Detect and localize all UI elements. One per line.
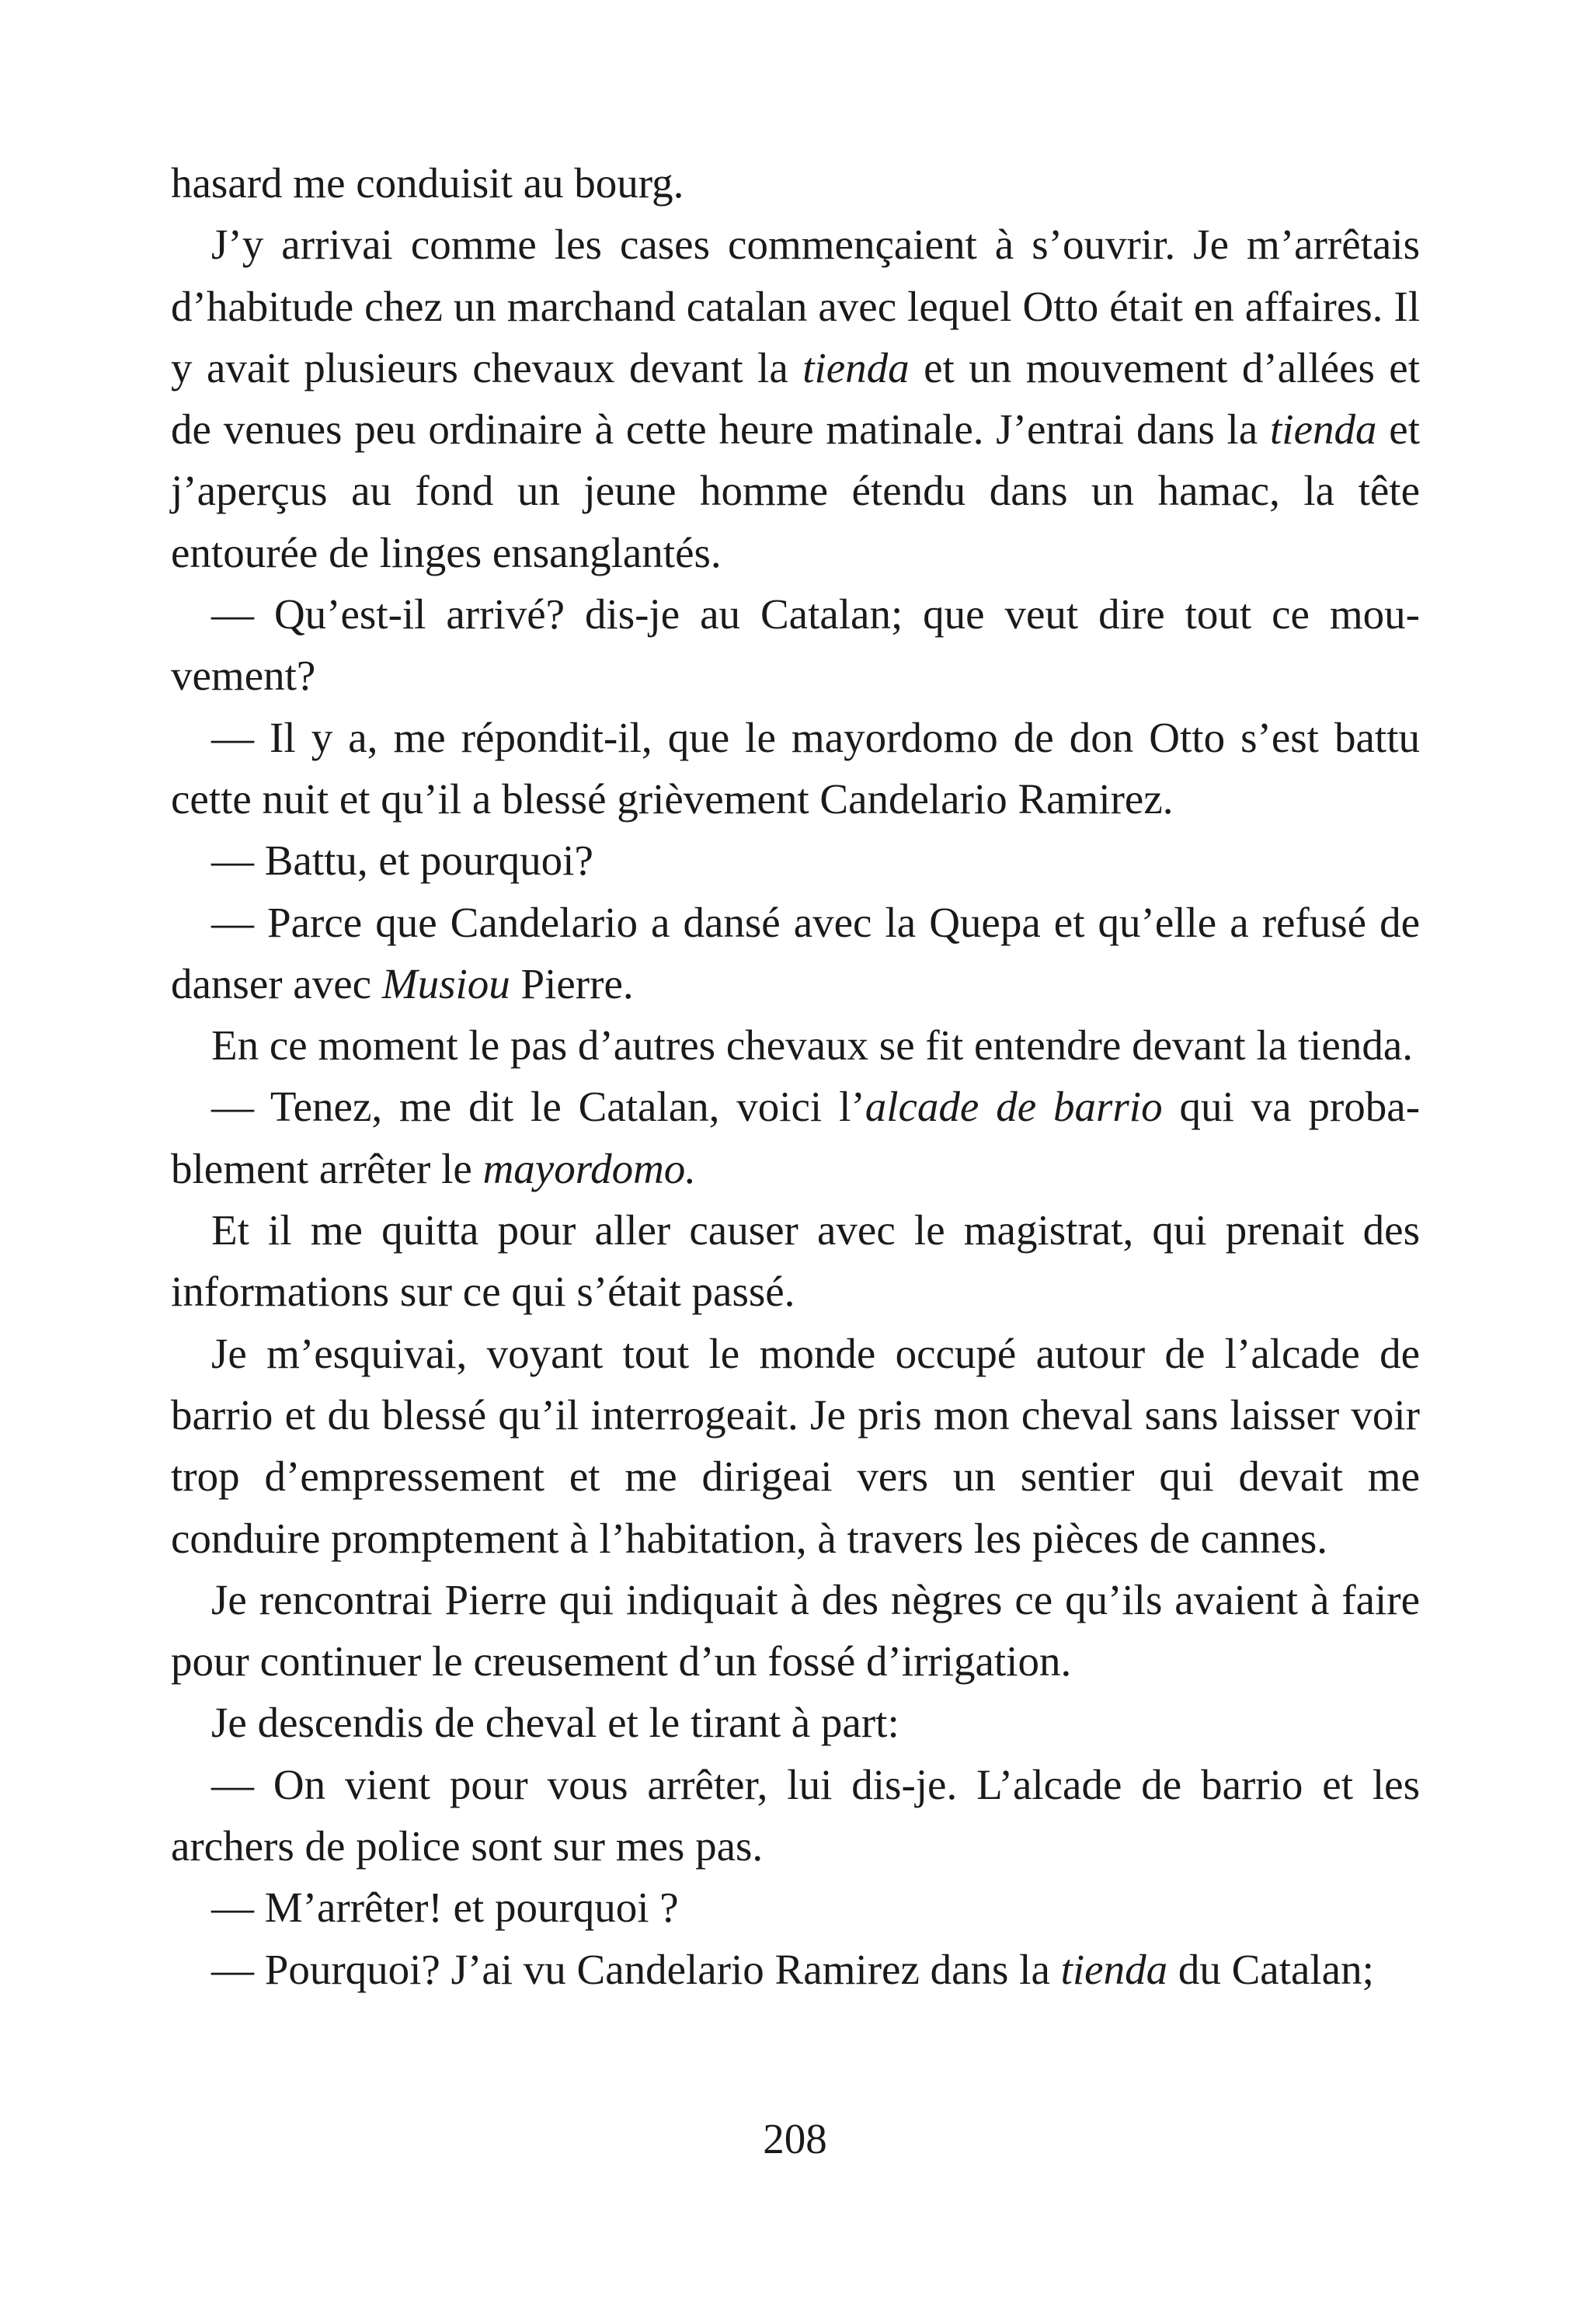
paragraph	[171, 1569, 1420, 1693]
paragraph	[171, 1199, 1420, 1323]
italic-text: mayordomo.	[482, 1144, 697, 1192]
page-number: 208	[763, 2115, 827, 2162]
paragraph	[171, 1014, 1420, 1076]
text-run: — Battu, et pourquoi?	[211, 837, 593, 885]
text-run: Pierre.	[510, 959, 634, 1007]
text-run: — Qu’est-il arrivé? dis-je au Catalan; que veut dire tout ce mouvement?	[171, 590, 1420, 700]
italic-text: tienda	[1060, 1945, 1168, 1993]
italic-text: Musiou	[381, 959, 510, 1007]
text-run: hasard me conduisit au bourg.	[171, 159, 684, 207]
text-run: — On vient pour vous arrêter, lui dis-je. L’alcade de barrio et les archers de police sont sur mes pas.	[171, 1760, 1420, 1870]
text-run: — Il y a, me répondit-il, que le mayordomo de don Otto s’est battu cette nuit et qu’il a blessé grièvement Candelario Ramirez.	[171, 713, 1420, 823]
text-run: — Parce que Candelario a dansé avec la Quepa et qu’elle a refusé de danser avec	[171, 898, 1420, 1007]
paragraph	[171, 1939, 1420, 2000]
paragraph	[171, 583, 1420, 707]
text-run: — M’arrêter! et pourquoi ?	[211, 1884, 679, 1932]
paragraph	[171, 1323, 1420, 1569]
paragraph	[171, 1076, 1420, 1199]
text-run: qui va probablement arrêter le	[171, 1083, 1421, 1192]
body-text	[171, 152, 1420, 2000]
text-run: — Pourquoi? J’ai vu Candelario Ramirez dans la	[211, 1945, 1061, 1993]
text-run: du Catalan;	[1167, 1945, 1374, 1993]
paragraph	[171, 214, 1420, 583]
paragraph	[171, 830, 1420, 891]
text-run: Je m’esquivai, voyant tout le monde occupé autour de l’alcade de barrio et du blessé qu’il interrogeait. Je pris mon cheval sans laisser voir trop d’empressement et me dirigeai vers un sentier qui devait me conduire promptement à l’habitation, à travers les pièces de cannes.	[171, 1329, 1420, 1562]
paragraph	[171, 1692, 1420, 1753]
paragraph	[171, 707, 1420, 830]
italic-text: alcade de barrio	[865, 1083, 1163, 1131]
text-run: et un mouvement d’allées et de venues peu ordinaire à cette heure matinale. J’entrai dans la	[171, 343, 1420, 454]
italic-text: tienda	[1270, 405, 1377, 454]
text-run: Et il me quitta pour aller causer avec le magistrat, qui prenait des informations sur ce qui s’était passé.	[171, 1206, 1420, 1316]
text-run: Je rencontrai Pierre qui indiquait à des nègres ce qu’ils avaient à faire pour continuer le creusement d’un fossé d’irrigation.	[171, 1575, 1420, 1686]
text-run: et j’aperçus au fond un jeune homme étendu dans un hamac, la tête entourée de linges ensanglantés.	[171, 405, 1420, 576]
paragraph	[171, 892, 1420, 1015]
text-run: En ce moment le pas d’autres chevaux se fit entendre devant la tienda.	[211, 1021, 1414, 1070]
text-run: J’y arrivai comme les cases commençaient à s’ouvrir. Je m’arrêtais d’habitude chez un marchand catalan avec lequel Otto était en affaires. Il y avait plusieurs chevaux devant la	[171, 221, 1420, 391]
text-run: Je descendis de cheval et le tirant à part:	[211, 1699, 899, 1747]
italic-text: tienda	[802, 343, 910, 391]
paragraph	[171, 1877, 1420, 1938]
paragraph	[171, 1754, 1420, 1877]
text-run: — Tenez, me dit le Catalan, voici l’	[211, 1083, 865, 1131]
paragraph	[171, 152, 1420, 214]
